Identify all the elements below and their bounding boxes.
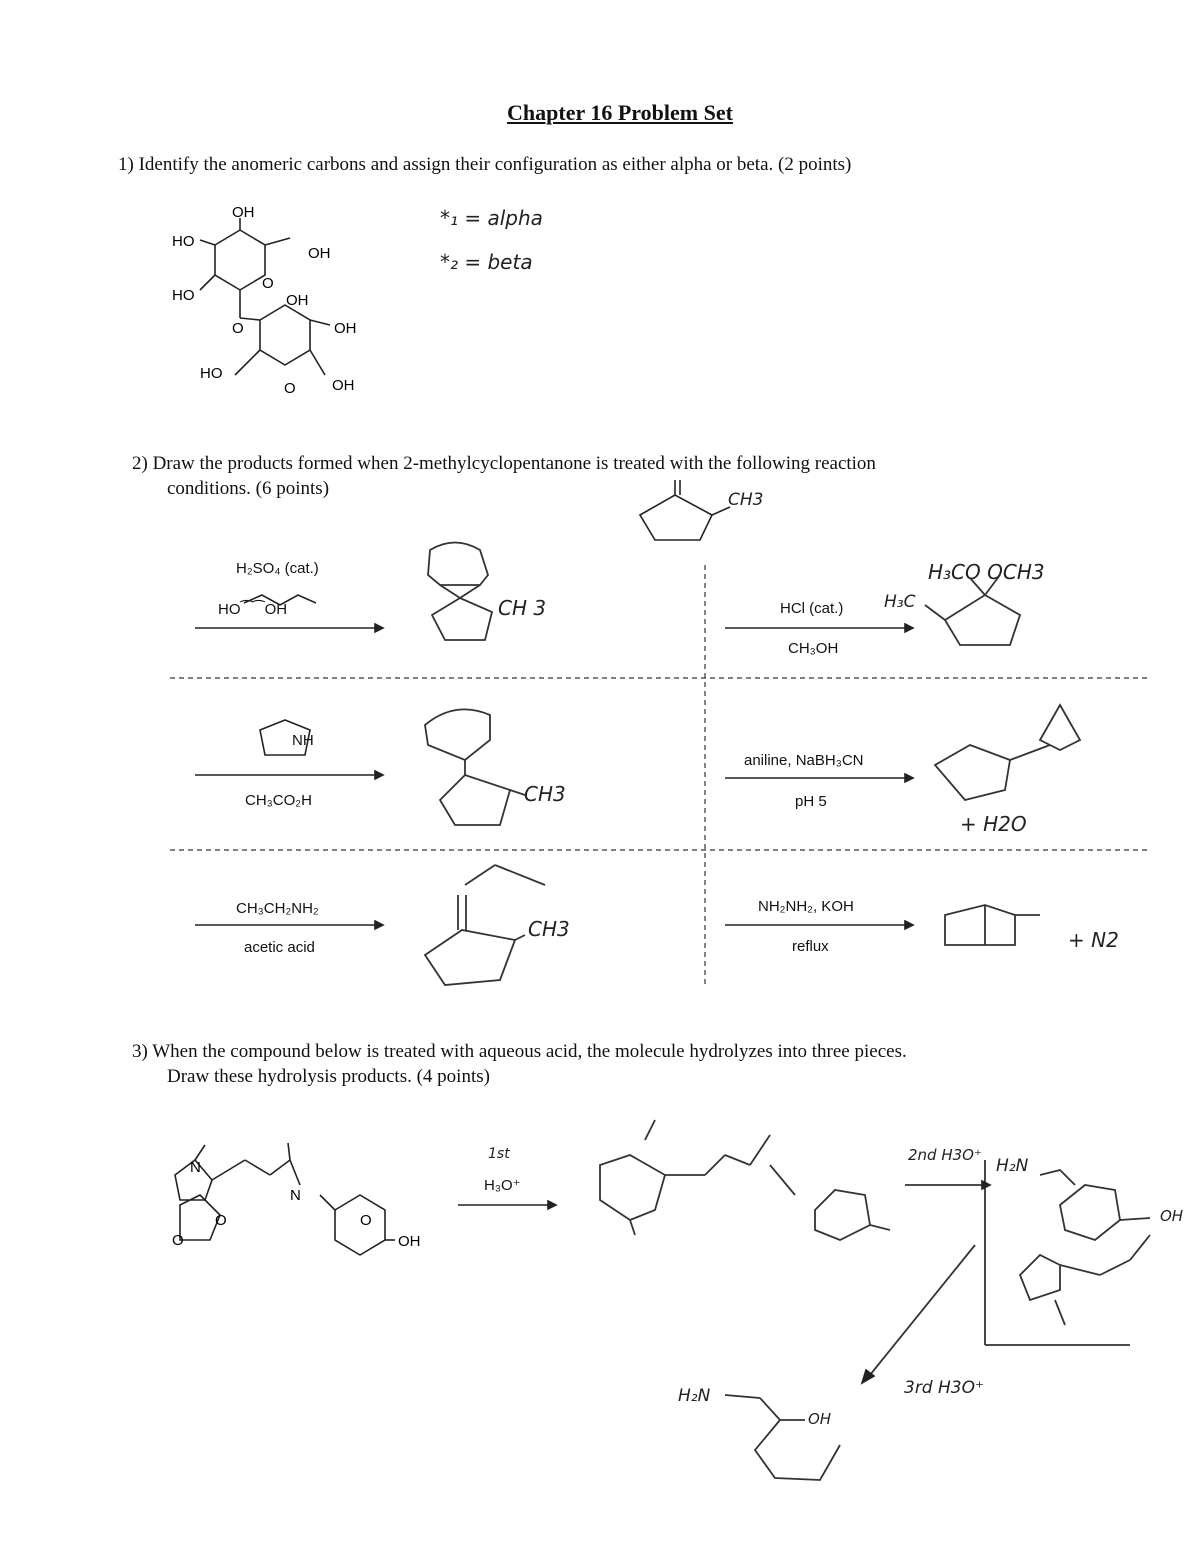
q3-oh-label: OH [1160, 1207, 1184, 1225]
rxn1-reagent-acid: H₂SO₄ (cat.) [236, 560, 319, 577]
q3-label-n1: N [190, 1159, 201, 1176]
diol-reagent-structure [244, 595, 316, 605]
rxn2-product-label2: H₃C [884, 592, 916, 612]
q3-product-amine-structure [1040, 1170, 1150, 1240]
q1-answer-alpha: *₁ = alpha [440, 206, 543, 230]
rxn4-product-label: + H2O [960, 812, 1027, 836]
reaction-arrows [195, 624, 913, 929]
q1-disaccharide-structure [200, 218, 330, 375]
page-title: Chapter 16 Problem Set [507, 100, 733, 125]
question-2-text-line1: 2) Draw the products formed when 2-methylcyclopentanone is treated with the following reaction [132, 453, 876, 474]
rxn1-product-structure [428, 543, 492, 641]
q1-label-oh-ring1: OH [308, 245, 331, 262]
q1-label-ho-1: HO [172, 233, 195, 250]
rxn4-product-structure [935, 705, 1080, 800]
start-material-structure [640, 480, 730, 540]
q1-label-ho-3: HO [200, 365, 223, 382]
q3-amine-label-2: H₂N [678, 1386, 711, 1406]
q3-label-n2: N [290, 1187, 301, 1204]
q3-label-oh: OH [398, 1233, 421, 1250]
q3-label-o3: O [360, 1212, 372, 1229]
rxn5-product-structure [425, 865, 545, 985]
rxn5-product-label: CH3 [528, 917, 570, 941]
rxn2-reagent-above: HCl (cat.) [780, 600, 844, 617]
rxn2-product-label1: H₃CO OCH3 [928, 560, 1045, 584]
pyrrolidine-reagent-structure [260, 720, 310, 755]
rxn6-reagent-below: reflux [792, 938, 829, 955]
q3-amine-label: H₂N [996, 1156, 1029, 1176]
q1-label-ring2-o: O [284, 380, 296, 397]
rxn5-reagent-below: acetic acid [244, 939, 315, 956]
q1-label-oh-ring2-top: OH [286, 292, 309, 309]
q3-label-o2: O [172, 1232, 184, 1249]
q3-starting-compound-structure [175, 1143, 395, 1255]
rxn6-product-structure [945, 905, 1040, 945]
rxn4-reagent-above: aniline, NaBH₃CN [744, 752, 864, 769]
rxn1-reagent-diol: HO⁀⁀OH [218, 601, 288, 618]
q3-intermediate-structure [600, 1120, 890, 1240]
q1-label-oh-ring2: OH [334, 320, 357, 337]
q1-answer-beta: *₂ = beta [440, 250, 533, 274]
q3-step1-label: 1st [488, 1146, 510, 1162]
q3-step1-reagent: H₃O⁺ [484, 1177, 521, 1194]
question-2-text-line2: conditions. (6 points) [167, 478, 330, 499]
q3-product-ketone-structure [1020, 1235, 1150, 1325]
q3-product-aminoalcohol-structure [725, 1395, 840, 1480]
rxn4-reagent-below: pH 5 [795, 793, 827, 810]
q3-oh-label-2: OH [808, 1410, 832, 1428]
start-material-label: CH3 [728, 490, 764, 510]
rxn3-product-label: CH3 [524, 782, 566, 806]
q1-label-anomeric-oh: OH [332, 377, 355, 394]
rxn3-reagent-above: NH [292, 732, 314, 749]
q3-label-o1: O [215, 1212, 227, 1229]
q3-step2-label: 2nd H3O⁺ [908, 1146, 982, 1164]
rxn1-product-label: CH 3 [498, 596, 547, 620]
q1-label-ring1-o: O [262, 275, 274, 292]
question-3-text-line2: Draw these hydrolysis products. (4 points) [167, 1066, 490, 1087]
rxn3-product-structure [425, 709, 525, 825]
rxn6-product-label: + N2 [1068, 928, 1119, 952]
question-3-text-line1: 3) When the compound below is treated with aqueous acid, the molecule hydrolyzes into three pieces. [132, 1041, 907, 1062]
q3-step3-arrow [870, 1245, 975, 1375]
question-1-text: 1) Identify the anomeric carbons and assign their configuration as either alpha or beta. (2 points) [118, 154, 852, 175]
rxn2-reagent-below: CH₃OH [788, 640, 839, 657]
rxn5-reagent-above: CH₃CH₂NH₂ [236, 900, 319, 917]
q3-step3-label: 3rd H3O⁺ [904, 1378, 984, 1398]
rxn3-reagent-below: CH₃CO₂H [245, 792, 312, 809]
rxn6-reagent-above: NH₂NH₂, KOH [758, 898, 854, 915]
q1-label-oh-top: OH [232, 204, 255, 221]
q1-label-ho-2: HO [172, 287, 195, 304]
q1-label-glycosidic-o: O [232, 320, 244, 337]
rxn2-product-structure [925, 575, 1020, 645]
